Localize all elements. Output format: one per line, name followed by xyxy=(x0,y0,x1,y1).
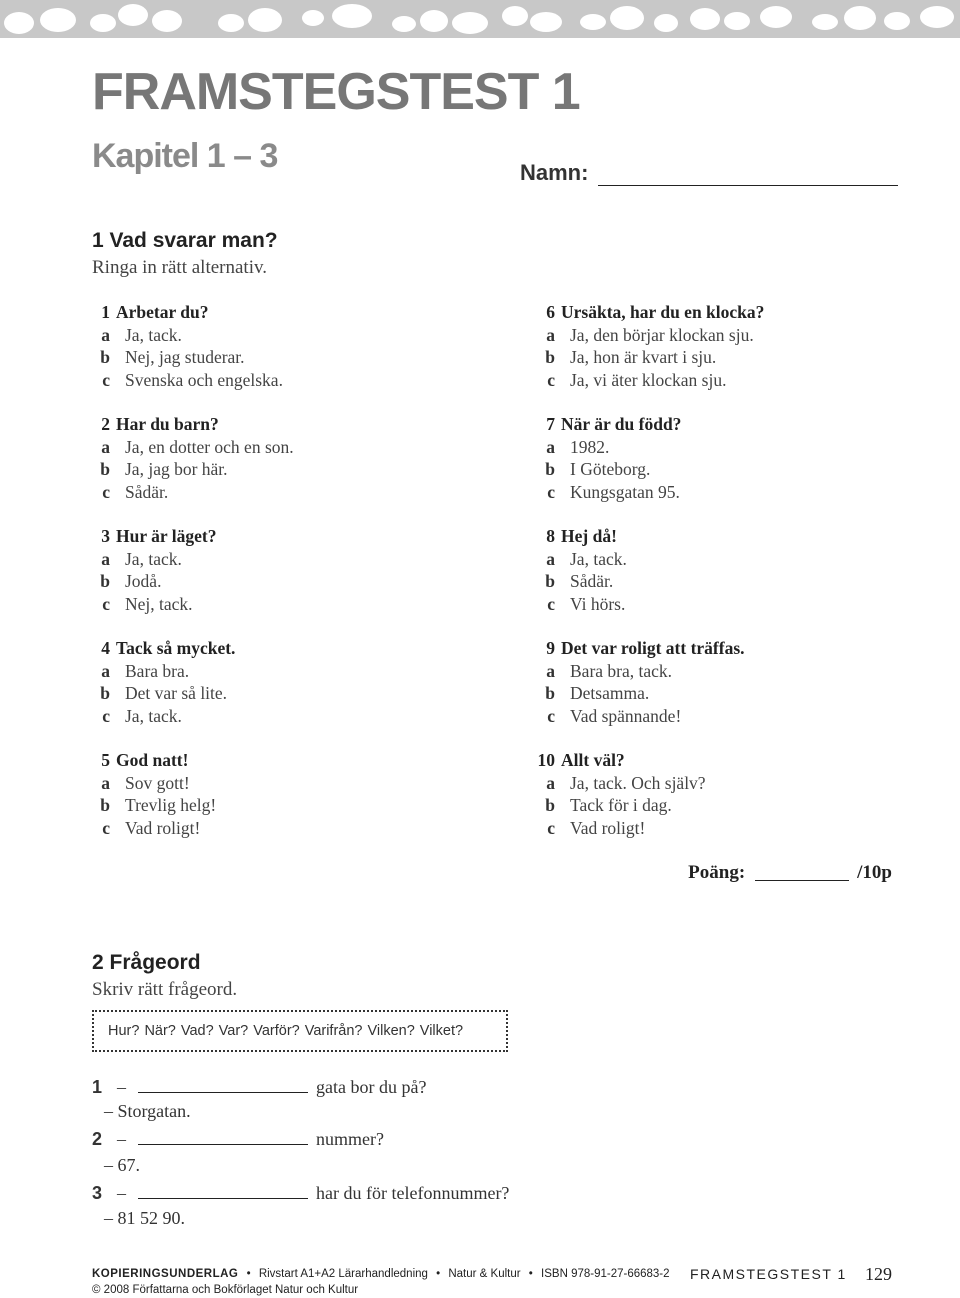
answer-option[interactable] xyxy=(92,705,492,728)
fill-in-dash: – xyxy=(117,1129,126,1149)
option-text: Svenska och engelska. xyxy=(125,369,283,390)
option-letter: b xyxy=(100,459,110,479)
answer-option[interactable] xyxy=(537,772,937,795)
footer-publisher: Natur & Kultur xyxy=(448,1268,521,1280)
fill-in-blank[interactable] xyxy=(138,1130,308,1145)
footer-label: KOPIERINGSUNDERLAG xyxy=(92,1268,239,1280)
option-letter: c xyxy=(102,593,110,614)
option-text: Trevlig helg! xyxy=(125,795,217,815)
section2-heading: 2 Frågeord xyxy=(92,951,201,974)
option-letter: a xyxy=(101,772,110,793)
option-text: Ja, tack. Och själv? xyxy=(570,772,706,793)
option-text: Kungsgatan 95. xyxy=(570,481,680,502)
footer-book: Rivstart A1+A2 Lärarhandledning xyxy=(258,1268,428,1280)
option-letter: a xyxy=(101,324,110,345)
question-item xyxy=(537,749,937,839)
answer-option[interactable] xyxy=(92,324,492,347)
question-word: Varifrån? xyxy=(304,1023,363,1039)
question-word: Var? xyxy=(218,1023,249,1039)
footer-separator: • xyxy=(528,1268,533,1280)
answer-option[interactable] xyxy=(92,481,492,504)
option-text: Tack för i dag. xyxy=(570,795,672,815)
footer-line-1 xyxy=(92,1266,670,1282)
answer-option[interactable] xyxy=(537,817,937,840)
fill-in-number: 3 xyxy=(92,1183,103,1203)
question-text: Hur är läget? xyxy=(116,526,217,546)
decorative-blob xyxy=(118,4,148,26)
page-number: 129 xyxy=(865,1264,892,1284)
decorative-blob xyxy=(884,12,910,30)
question-prompt xyxy=(92,637,492,660)
question-prompt xyxy=(92,749,492,772)
fill-in-answer: – 81 52 90. xyxy=(104,1208,185,1228)
option-text: Ja, den börjar klockan sju. xyxy=(570,324,754,345)
option-letter: a xyxy=(101,660,110,681)
fill-in-row xyxy=(92,1129,384,1150)
fill-in-number: 2 xyxy=(92,1129,103,1149)
question-text: Allt väl? xyxy=(561,750,625,770)
answer-option[interactable] xyxy=(92,660,492,683)
option-text: Ja, tack. xyxy=(125,705,182,726)
fill-in-number: 1 xyxy=(92,1077,103,1097)
option-text: Ja, tack. xyxy=(125,324,182,345)
question-item xyxy=(537,301,937,391)
question-number: 7 xyxy=(546,414,555,434)
question-prompt xyxy=(92,413,492,436)
option-letter: b xyxy=(545,795,555,815)
decorative-blob xyxy=(302,10,324,26)
question-number: 4 xyxy=(101,638,110,658)
answer-option[interactable] xyxy=(92,794,492,817)
answer-option[interactable] xyxy=(537,369,937,392)
question-number: 2 xyxy=(101,414,110,434)
name-field xyxy=(520,160,898,186)
question-word-box xyxy=(92,1010,508,1052)
question-number: 5 xyxy=(101,750,110,770)
question-number: 10 xyxy=(537,750,555,770)
fill-in-row xyxy=(92,1077,426,1098)
option-text: Sådär. xyxy=(570,571,614,591)
decorative-blob xyxy=(40,8,76,32)
question-text: Tack så mycket. xyxy=(116,638,236,658)
page-subtitle: Kapitel 1 – 3 xyxy=(92,137,278,175)
fill-in-answer: – 67. xyxy=(104,1155,140,1175)
option-letter: a xyxy=(546,436,555,457)
decorative-blob xyxy=(530,12,562,32)
decorative-blob xyxy=(248,8,282,32)
answer-option[interactable] xyxy=(92,593,492,616)
answer-option[interactable] xyxy=(92,548,492,571)
option-text: Vad roligt! xyxy=(570,817,646,838)
question-number: 3 xyxy=(101,526,110,546)
option-text: Nej, tack. xyxy=(125,593,193,614)
question-prompt xyxy=(92,525,492,548)
decorative-blob xyxy=(420,10,448,32)
score-label: Poäng: xyxy=(688,862,746,883)
option-letter: c xyxy=(547,481,555,502)
option-text: Nej, jag studerar. xyxy=(125,347,245,367)
fill-in-answer: – Storgatan. xyxy=(104,1101,191,1121)
decorative-blob xyxy=(152,10,182,32)
option-letter: b xyxy=(545,683,555,703)
question-item xyxy=(92,525,492,615)
question-word: Vilket? xyxy=(419,1023,464,1039)
question-prompt xyxy=(92,301,492,324)
question-item xyxy=(92,637,492,727)
footer-separator: • xyxy=(436,1268,441,1280)
answer-option[interactable] xyxy=(537,705,937,728)
option-letter: c xyxy=(547,593,555,614)
answer-option[interactable] xyxy=(537,794,937,817)
question-prompt xyxy=(537,637,937,660)
decorative-header-band xyxy=(0,0,960,38)
question-prompt xyxy=(537,749,937,772)
option-text: Bara bra, tack. xyxy=(570,660,673,681)
option-letter: c xyxy=(547,817,555,838)
questions-column-left xyxy=(92,301,492,861)
option-text: Vi hörs. xyxy=(570,593,626,614)
question-text: God natt! xyxy=(116,750,189,770)
answer-option[interactable] xyxy=(92,682,492,705)
option-letter: a xyxy=(101,436,110,457)
answer-option[interactable] xyxy=(537,548,937,571)
answer-option[interactable] xyxy=(537,481,937,504)
question-text: Ursäkta, har du en klocka? xyxy=(561,302,765,322)
footer-isbn: ISBN 978-91-27-66683-2 xyxy=(541,1268,670,1280)
decorative-blob xyxy=(844,6,876,30)
fill-in-blank[interactable] xyxy=(138,1078,308,1093)
option-letter: a xyxy=(546,660,555,681)
fill-in-row xyxy=(92,1183,509,1204)
question-prompt xyxy=(537,301,937,324)
decorative-blob xyxy=(90,14,116,32)
section2-instruction: Skriv rätt frågeord. xyxy=(92,979,238,1000)
decorative-blob xyxy=(724,12,750,30)
decorative-blob xyxy=(920,6,954,28)
question-text: Hej då! xyxy=(561,526,617,546)
decorative-blob xyxy=(218,14,244,32)
option-text: Ja, en dotter och en son. xyxy=(125,436,294,457)
option-text: Ja, tack. xyxy=(570,548,627,569)
question-item xyxy=(537,525,937,615)
question-text: Har du barn? xyxy=(116,414,219,434)
option-letter: b xyxy=(545,459,555,479)
option-letter: c xyxy=(102,705,110,726)
questions-column-right xyxy=(537,301,937,861)
option-letter: a xyxy=(546,324,555,345)
answer-option[interactable] xyxy=(537,458,937,481)
question-number: 6 xyxy=(546,302,555,322)
option-text: Det var så lite. xyxy=(125,683,228,703)
answer-option[interactable] xyxy=(537,570,937,593)
option-text: Detsamma. xyxy=(570,683,650,703)
fill-in-prompt: gata bor du på? xyxy=(316,1077,427,1097)
question-text: När är du född? xyxy=(561,414,682,434)
decorative-blob xyxy=(392,16,416,32)
question-word: Vilken? xyxy=(367,1023,415,1039)
question-item xyxy=(92,749,492,839)
option-text: Vad spännande! xyxy=(570,705,682,726)
answer-option[interactable] xyxy=(537,593,937,616)
fill-in-blank[interactable] xyxy=(138,1184,308,1199)
question-word: Vad? xyxy=(180,1023,214,1039)
answer-option[interactable] xyxy=(537,682,937,705)
option-letter: a xyxy=(546,772,555,793)
option-text: 1982. xyxy=(570,436,610,457)
question-item xyxy=(537,413,937,503)
option-text: Sådär. xyxy=(125,481,169,502)
footer-credits xyxy=(92,1266,670,1298)
fill-in-prompt: nummer? xyxy=(316,1129,384,1149)
page-title: FRAMSTEGSTEST 1 xyxy=(92,63,580,121)
decorative-blob xyxy=(760,6,792,28)
option-letter: c xyxy=(102,369,110,390)
option-text: Ja, jag bor här. xyxy=(125,459,228,479)
option-text: Ja, vi äter klockan sju. xyxy=(570,369,727,390)
question-item xyxy=(92,413,492,503)
question-text: Det var roligt att träffas. xyxy=(561,638,745,658)
question-word: Hur? xyxy=(108,1023,140,1039)
decorative-blob xyxy=(580,14,606,30)
answer-option[interactable] xyxy=(92,817,492,840)
fill-in-dash: – xyxy=(117,1077,126,1097)
option-letter: c xyxy=(102,817,110,838)
footer-copyright: © 2008 Författarna och Bokförlaget Natur och Kultur xyxy=(92,1284,359,1296)
answer-option[interactable] xyxy=(537,436,937,459)
option-text: I Göteborg. xyxy=(570,459,651,479)
section1-instruction: Ringa in rätt alternativ. xyxy=(92,257,267,278)
answer-option[interactable] xyxy=(92,369,492,392)
option-text: Bara bra. xyxy=(125,660,190,681)
decorative-blob xyxy=(4,12,34,34)
decorative-blob xyxy=(502,6,528,26)
question-item xyxy=(92,301,492,391)
score-max: /10p xyxy=(857,862,892,883)
answer-option[interactable] xyxy=(92,570,492,593)
footer-test-name: FRAMSTEGSTEST 1 xyxy=(690,1266,847,1282)
option-text: Sov gott! xyxy=(125,772,190,793)
name-label: Namn: xyxy=(520,160,589,185)
answer-option[interactable] xyxy=(92,772,492,795)
answer-option[interactable] xyxy=(92,458,492,481)
score-blank-line[interactable] xyxy=(755,862,849,881)
option-letter: b xyxy=(100,347,110,367)
fill-in-dash: – xyxy=(117,1183,126,1203)
name-blank-line[interactable] xyxy=(598,163,898,186)
option-text: Vad roligt! xyxy=(125,817,201,838)
option-letter: b xyxy=(100,571,110,591)
question-item xyxy=(537,637,937,727)
option-letter: b xyxy=(545,347,555,367)
option-letter: b xyxy=(100,683,110,703)
option-text: Jodå. xyxy=(125,571,162,591)
option-letter: b xyxy=(545,571,555,591)
answer-option[interactable] xyxy=(537,324,937,347)
page-footer xyxy=(92,1266,892,1298)
decorative-blob xyxy=(690,8,720,30)
option-letter: a xyxy=(101,548,110,569)
option-text: Ja, tack. xyxy=(125,548,182,569)
option-letter: c xyxy=(547,369,555,390)
decorative-blob xyxy=(610,6,644,30)
question-word: Varför? xyxy=(253,1023,300,1039)
question-prompt xyxy=(537,525,937,548)
question-number: 9 xyxy=(546,638,555,658)
option-letter: a xyxy=(546,548,555,569)
decorative-blob xyxy=(654,14,678,32)
section1-heading: 1 Vad svarar man? xyxy=(92,229,278,252)
footer-separator: • xyxy=(246,1268,251,1280)
answer-option[interactable] xyxy=(537,660,937,683)
answer-option[interactable] xyxy=(92,436,492,459)
answer-option[interactable] xyxy=(92,346,492,369)
fill-in-prompt: har du för telefonnummer? xyxy=(316,1183,510,1203)
option-letter: b xyxy=(100,795,110,815)
decorative-blob xyxy=(812,14,838,30)
question-prompt xyxy=(537,413,937,436)
question-number: 1 xyxy=(101,302,110,322)
question-word: När? xyxy=(144,1023,176,1039)
question-text: Arbetar du? xyxy=(116,302,209,322)
option-text: Ja, hon är kvart i sju. xyxy=(570,347,717,367)
decorative-blob xyxy=(332,4,372,28)
answer-option[interactable] xyxy=(537,346,937,369)
question-number: 8 xyxy=(546,526,555,546)
score-field xyxy=(688,862,892,884)
decorative-blob xyxy=(452,12,488,34)
option-letter: c xyxy=(102,481,110,502)
option-letter: c xyxy=(547,705,555,726)
